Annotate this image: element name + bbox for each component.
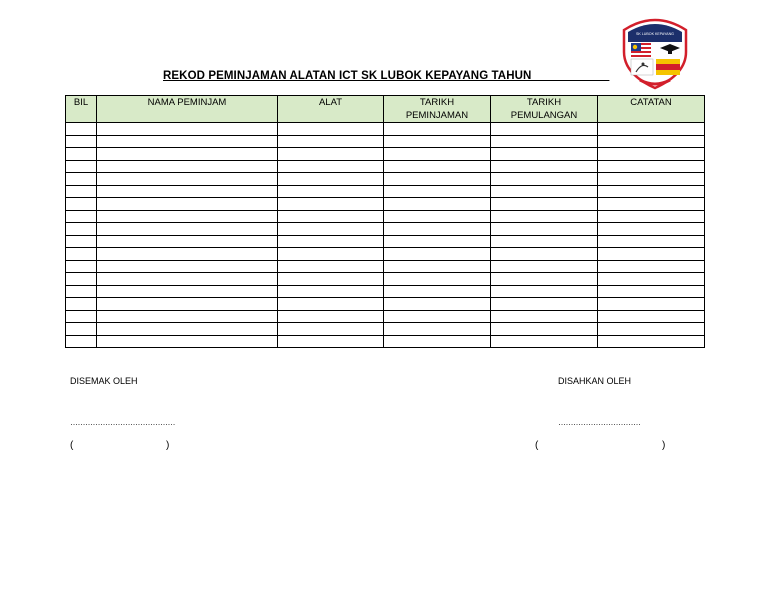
crest-banner-text: SK LUBOK KEPAYANG: [636, 32, 674, 36]
table-cell[interactable]: [66, 123, 97, 136]
table-cell[interactable]: [278, 235, 384, 248]
table-row: [66, 148, 705, 161]
table-cell[interactable]: [598, 210, 705, 223]
table-cell[interactable]: [97, 298, 278, 311]
approved-by-signature-line: ……………………………: [558, 418, 641, 427]
table-cell[interactable]: [97, 160, 278, 173]
checked-by-name-close-paren: ): [166, 440, 170, 451]
table-cell[interactable]: [491, 173, 598, 186]
table-cell[interactable]: [97, 223, 278, 236]
table-row: [66, 160, 705, 173]
table-cell[interactable]: [384, 135, 491, 148]
table-row: [66, 185, 705, 198]
table-cell[interactable]: [491, 260, 598, 273]
table-cell[interactable]: [97, 198, 278, 211]
table-cell[interactable]: [598, 160, 705, 173]
school-crest-icon: [620, 12, 690, 90]
table-cell[interactable]: [384, 310, 491, 323]
table-cell[interactable]: [97, 210, 278, 223]
table-cell[interactable]: [598, 248, 705, 261]
table-cell[interactable]: [278, 123, 384, 136]
table-cell[interactable]: [66, 135, 97, 148]
table-row: [66, 323, 705, 336]
table-cell[interactable]: [278, 148, 384, 161]
table-cell[interactable]: [384, 198, 491, 211]
table-cell[interactable]: [384, 160, 491, 173]
checked-by-label: DISEMAK OLEH: [70, 376, 138, 386]
table-cell[interactable]: [66, 160, 97, 173]
table-cell[interactable]: [97, 185, 278, 198]
table-cell[interactable]: [598, 310, 705, 323]
table-row: [66, 248, 705, 261]
table-cell[interactable]: [384, 173, 491, 186]
approved-by-name-open-paren: (: [535, 440, 539, 451]
table-cell[interactable]: [384, 235, 491, 248]
table-cell[interactable]: [278, 285, 384, 298]
table-cell[interactable]: [598, 260, 705, 273]
table-cell[interactable]: [491, 223, 598, 236]
table-cell[interactable]: [598, 135, 705, 148]
checked-by-name-open-paren: (: [70, 440, 74, 451]
table-cell[interactable]: [278, 210, 384, 223]
table-cell[interactable]: [278, 298, 384, 311]
table-cell[interactable]: [66, 235, 97, 248]
table-row: [66, 335, 705, 348]
table-cell[interactable]: [278, 198, 384, 211]
table-cell[interactable]: [598, 223, 705, 236]
table-cell[interactable]: [598, 185, 705, 198]
table-row: [66, 123, 705, 136]
table-cell[interactable]: [66, 148, 97, 161]
table-cell[interactable]: [278, 160, 384, 173]
table-row: [66, 310, 705, 323]
table-cell[interactable]: [491, 298, 598, 311]
table-cell[interactable]: [598, 298, 705, 311]
table-cell[interactable]: [97, 285, 278, 298]
table-cell[interactable]: [66, 285, 97, 298]
table-row: [66, 135, 705, 148]
table-cell[interactable]: [491, 285, 598, 298]
column-header-tarikh-pemulangan: TARIKH PEMULANGAN: [491, 96, 598, 123]
table-cell[interactable]: [278, 323, 384, 336]
table-cell[interactable]: [97, 123, 278, 136]
table-cell[interactable]: [278, 135, 384, 148]
table-row: [66, 298, 705, 311]
table-cell[interactable]: [384, 273, 491, 286]
table-cell[interactable]: [491, 310, 598, 323]
table-cell[interactable]: [278, 310, 384, 323]
table-row: [66, 223, 705, 236]
table-cell[interactable]: [598, 273, 705, 286]
column-header-bil: BIL: [66, 96, 97, 123]
table-cell[interactable]: [491, 323, 598, 336]
table-cell[interactable]: [66, 335, 97, 348]
table-cell[interactable]: [491, 160, 598, 173]
table-cell[interactable]: [598, 235, 705, 248]
table-cell[interactable]: [491, 123, 598, 136]
borrowing-record-table: [65, 95, 705, 348]
table-cell[interactable]: [278, 248, 384, 261]
table-row: [66, 173, 705, 186]
table-cell[interactable]: [66, 310, 97, 323]
table-cell[interactable]: [66, 173, 97, 186]
table-cell[interactable]: [384, 298, 491, 311]
table-cell[interactable]: [384, 285, 491, 298]
table-row: [66, 210, 705, 223]
table-cell[interactable]: [278, 173, 384, 186]
table-cell[interactable]: [491, 185, 598, 198]
table-cell[interactable]: [491, 148, 598, 161]
table-row: [66, 198, 705, 211]
table-row: [66, 285, 705, 298]
table-cell[interactable]: [278, 335, 384, 348]
table-cell[interactable]: [97, 135, 278, 148]
table-cell[interactable]: [66, 273, 97, 286]
column-header-alat: ALAT: [278, 96, 384, 123]
table-cell[interactable]: [278, 185, 384, 198]
table-cell[interactable]: [384, 323, 491, 336]
table-cell[interactable]: [97, 260, 278, 273]
table-cell[interactable]: [491, 135, 598, 148]
table-cell[interactable]: [278, 223, 384, 236]
column-header-nama-peminjam: NAMA PEMINJAM: [97, 96, 278, 123]
table-cell[interactable]: [384, 123, 491, 136]
table-cell[interactable]: [97, 335, 278, 348]
table-cell[interactable]: [384, 185, 491, 198]
table-cell[interactable]: [97, 235, 278, 248]
table-cell[interactable]: [384, 210, 491, 223]
checked-by-signature-line: ……………………………………: [70, 418, 175, 427]
table-cell[interactable]: [491, 248, 598, 261]
table-cell[interactable]: [598, 323, 705, 336]
table-cell[interactable]: [66, 223, 97, 236]
approved-by-label: DISAHKAN OLEH: [558, 376, 632, 386]
table-cell[interactable]: [66, 298, 97, 311]
table-row: [66, 235, 705, 248]
table-cell[interactable]: [491, 210, 598, 223]
table-cell[interactable]: [491, 273, 598, 286]
table-cell[interactable]: [384, 335, 491, 348]
table-cell[interactable]: [384, 148, 491, 161]
approved-by-name-close-paren: ): [662, 440, 666, 451]
table-cell[interactable]: [66, 185, 97, 198]
table-cell[interactable]: [66, 260, 97, 273]
table-cell[interactable]: [66, 323, 97, 336]
column-header-tarikh-peminjaman: TARIKH PEMINJAMAN: [384, 96, 491, 123]
table-cell[interactable]: [97, 173, 278, 186]
table-row: [66, 260, 705, 273]
table-cell[interactable]: [598, 285, 705, 298]
table-cell[interactable]: [278, 273, 384, 286]
table-cell[interactable]: [97, 148, 278, 161]
table-cell[interactable]: [384, 248, 491, 261]
table-cell[interactable]: [97, 248, 278, 261]
table-cell[interactable]: [278, 260, 384, 273]
table-cell[interactable]: [598, 123, 705, 136]
table-cell[interactable]: [384, 260, 491, 273]
table-cell[interactable]: [598, 198, 705, 211]
table-cell[interactable]: [598, 335, 705, 348]
table-cell[interactable]: [491, 198, 598, 211]
table-cell[interactable]: [491, 235, 598, 248]
table-cell[interactable]: [66, 210, 97, 223]
table-cell[interactable]: [491, 335, 598, 348]
page-title: REKOD PEMINJAMAN ALATAN ICT SK LUBOK KEPAYANG TAHUN____________: [163, 70, 610, 82]
table-header-row: [66, 96, 705, 123]
table-cell[interactable]: [97, 273, 278, 286]
table-cell[interactable]: [384, 223, 491, 236]
table-cell[interactable]: [97, 323, 278, 336]
table-cell[interactable]: [66, 248, 97, 261]
table-row: [66, 273, 705, 286]
table-cell[interactable]: [598, 173, 705, 186]
column-header-catatan: CATATAN: [598, 96, 705, 123]
table-cell[interactable]: [598, 148, 705, 161]
table-cell[interactable]: [66, 198, 97, 211]
table-cell[interactable]: [97, 310, 278, 323]
